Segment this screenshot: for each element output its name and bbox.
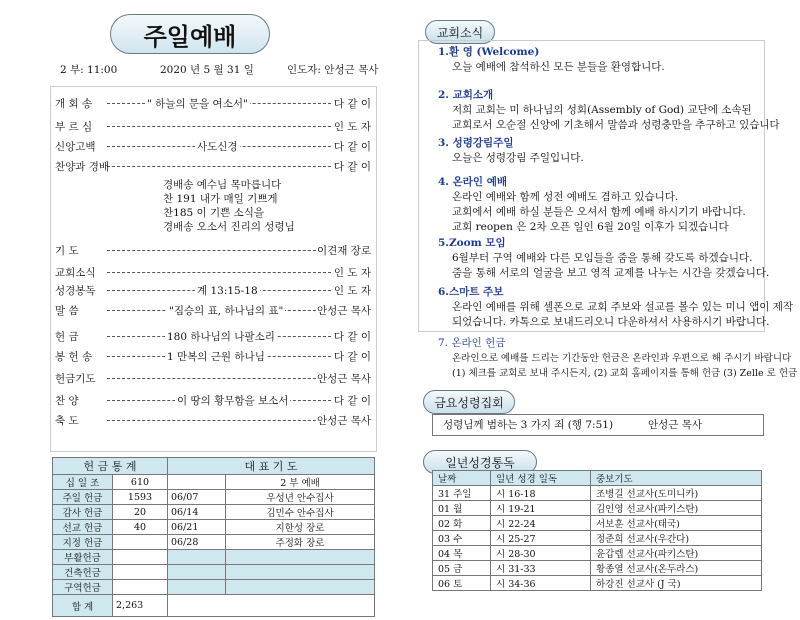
column-header: 일년 성경 일독 — [491, 471, 591, 486]
total-amount: 2,263 — [113, 595, 168, 617]
offering-amount — [113, 535, 168, 550]
offering-type: 감사 헌금 — [53, 505, 113, 520]
total-label: 합 계 — [53, 595, 113, 617]
order-item-label: 성경봉독 — [55, 285, 96, 297]
news-item-heading: 5.Zoom 모임 — [438, 237, 506, 249]
news-item-heading: 7. 온라인 헌금 — [438, 337, 506, 349]
order-item-label: 말 씀 — [55, 305, 79, 317]
news-item-text: 오늘은 성령강림 주일입니다. — [452, 152, 584, 164]
dashed-leader — [107, 166, 331, 167]
prayer-date — [168, 580, 226, 595]
order-item-label: 찬양과 경배 — [55, 161, 110, 173]
news-item-text: 온라인으로 예배를 드리는 기간동안 헌금은 온라인과 우편으로 해 주시기 바랍니다 — [452, 353, 792, 364]
order-item-label: 교회소식 — [55, 267, 96, 279]
order-item-leader: 다 같 이 — [333, 141, 371, 153]
order-item-leader: 안성근 목사 — [316, 415, 371, 427]
offering-table — [52, 457, 375, 617]
friday-preacher: 안성근 목사 — [648, 419, 703, 431]
offering-amount: 610 — [113, 475, 168, 490]
reading-date: 02 화 — [433, 516, 491, 531]
order-item-leader: 다 같 이 — [333, 395, 371, 407]
news-item-text: 줌을 통해 서로의 얼굴을 보고 영적 교제를 나누는 시간을 갖겠습니다. — [452, 267, 770, 279]
news-item — [438, 175, 746, 235]
prayer-missionary: 황종열 선교사(온두라스) — [591, 561, 762, 576]
reading-passage: 시 19-21 — [491, 501, 591, 516]
prayer-header: 대 표 기 도 — [168, 458, 375, 475]
table-row — [53, 475, 375, 490]
order-row — [55, 160, 373, 174]
order-item-label: 축 도 — [55, 415, 79, 427]
news-item-text: 교회에서 예배 하실 분들은 오셔서 함께 예배 하시기기 바랍니다. — [452, 206, 746, 218]
order-item-detail: 사도신경 — [197, 141, 238, 153]
order-item-label: 신앙고백 — [55, 141, 96, 153]
order-item-leader: 이견재 장로 — [316, 245, 371, 257]
order-item-leader: 다 같 이 — [333, 161, 371, 173]
news-item — [438, 88, 780, 133]
prayer-missionary: 조병길 선교사(도미니카) — [591, 486, 762, 501]
news-label: 교회소식 — [425, 20, 495, 44]
friday-sermon: 성령님께 범하는 3 가지 죄 (행 7:51) — [443, 419, 614, 431]
offering-amount — [113, 580, 168, 595]
order-item-label: 헌금기도 — [55, 373, 96, 385]
news-item-text: 저희 교회는 미 하나님의 성회(Assembly of God) 교단에 소속된 — [452, 104, 752, 116]
order-item-detail: 1 만복의 근원 하나님 — [167, 351, 265, 363]
table-header-row — [433, 471, 762, 486]
reading-passage: 시 16-18 — [491, 486, 591, 501]
hymn-item: 찬185 이 기쁜 소식을 — [163, 207, 265, 219]
offering-type: 주일 헌금 — [53, 490, 113, 505]
news-item — [438, 285, 793, 330]
prayer-date: 06/14 — [168, 505, 226, 520]
prayer-missionary: 윤갑렙 선교사(파키스탄) — [591, 546, 762, 561]
order-row — [55, 304, 373, 318]
order-row — [55, 330, 373, 344]
prayer-date — [168, 550, 226, 565]
reading-passage: 시 34-36 — [491, 576, 591, 591]
offering-type: 선교 헌금 — [53, 520, 113, 535]
order-item-label: 기 도 — [55, 245, 79, 257]
news-item-heading: 6.스마트 주보 — [438, 286, 504, 298]
service-leader: 인도자: 안성근 목사 — [287, 64, 379, 76]
dashed-leader — [107, 272, 331, 273]
news-item-text: 온라인 예배를 위해 셀폰으로 교회 주보와 설교를 볼수 있는 미니 앱이 제작 — [452, 301, 794, 313]
hymn-item: 찬 191 내가 매일 기쁘게 — [163, 193, 278, 205]
order-item-leader: 인 도 자 — [333, 121, 371, 133]
service-part: 2 부: 11:00 — [60, 64, 118, 76]
prayer-name: 지한성 장로 — [226, 520, 375, 535]
prayer-missionary: 김인영 선교사(파키스탄) — [591, 501, 762, 516]
order-item-leader: 안성근 목사 — [316, 373, 371, 385]
offering-type: 부활헌금 — [53, 550, 113, 565]
order-item-detail: 계 13:15-18 — [197, 285, 258, 297]
reading-date: 05 금 — [433, 561, 491, 576]
order-row — [55, 350, 373, 364]
prayer-name — [226, 580, 375, 595]
order-item-detail: 180 하나님의 나팔소리 — [167, 331, 275, 343]
order-item-leader: 안성근 목사 — [316, 305, 371, 317]
prayer-date — [168, 475, 226, 490]
order-item-leader: 다 같 이 — [333, 331, 371, 343]
dashed-leader — [107, 378, 331, 379]
order-item-leader: 다 같 이 — [333, 98, 371, 110]
table-row — [433, 501, 762, 516]
offering-type: 구역헌금 — [53, 580, 113, 595]
order-item-label: 봉 헌 송 — [55, 351, 93, 363]
order-row — [55, 266, 373, 280]
table-row — [53, 490, 375, 505]
news-item-text: (1) 체크를 교회로 보내 주시든지, (2) 교회 홈페이지를 통해 헌금 (3) Zelle 로 헌금 — [452, 368, 798, 379]
table-row — [53, 565, 375, 580]
offering-amount — [113, 550, 168, 565]
reading-passage: 시 31-33 — [491, 561, 591, 576]
friday-label: 금요성령집회 — [423, 390, 515, 414]
order-row — [55, 140, 373, 154]
order-item-detail: 이 땅의 황무함을 보소서 — [177, 395, 289, 407]
order-item-leader: 다 같 이 — [333, 351, 371, 363]
offering-amount — [113, 565, 168, 580]
prayer-name: 김민수 안수집사 — [226, 505, 375, 520]
yearly-reading-table — [432, 470, 762, 591]
table-row — [433, 486, 762, 501]
prayer-name: 2 부 예배 — [226, 475, 375, 490]
column-header: 날짜 — [433, 471, 491, 486]
hymn-item: 경배송 예수님 목마릅니다 — [163, 179, 282, 191]
order-row — [55, 244, 373, 258]
table-row — [53, 505, 375, 520]
prayer-date: 06/07 — [168, 490, 226, 505]
offering-amount: 20 — [113, 505, 168, 520]
prayer-name — [226, 565, 375, 580]
prayer-date: 06/21 — [168, 520, 226, 535]
prayer-date: 06/28 — [168, 535, 226, 550]
table-row — [433, 516, 762, 531]
offering-type: 십 일 조 — [53, 475, 113, 490]
order-row — [55, 120, 373, 134]
news-item — [438, 236, 769, 281]
news-item-heading: 2. 교회소개 — [438, 89, 494, 101]
offering-amount: 40 — [113, 520, 168, 535]
news-item-text: 오늘 예배에 참석하신 모든 분들을 환영합니다. — [452, 61, 665, 73]
offering-amount: 1593 — [113, 490, 168, 505]
order-item-leader: 인 도 자 — [333, 267, 371, 279]
table-row — [53, 535, 375, 550]
order-item-leader: 인 도 자 — [333, 285, 371, 297]
order-item-label: 헌 금 — [55, 331, 79, 343]
news-item-text: 6월부터 구역 예배와 다른 모임들을 줌을 통해 갖도록 하겠습니다. — [452, 252, 753, 264]
order-row — [55, 97, 373, 111]
page-title: 주일예배 — [110, 14, 270, 54]
news-item — [438, 136, 584, 166]
hymn-item: 경배송 오소서 진리의 성령님 — [163, 221, 295, 233]
yearly-label: 일년성경통독 — [423, 450, 537, 474]
offering-header: 헌 금 통 계 — [53, 458, 168, 475]
news-item-text: 교회로서 오순절 신앙에 기초해서 말씀과 성령충만을 추구하고 있습니다 — [452, 119, 780, 131]
friday-box — [432, 414, 764, 436]
reading-passage: 시 22-24 — [491, 516, 591, 531]
order-item-label: 찬 양 — [55, 395, 79, 407]
order-item-detail: " 하늘의 문을 여소서" — [147, 98, 248, 110]
news-item — [438, 45, 665, 75]
prayer-missionary: 하강진 선교사 (J 국) — [591, 576, 762, 591]
reading-date: 03 수 — [433, 531, 491, 546]
reading-passage: 시 28-30 — [491, 546, 591, 561]
dashed-leader — [107, 126, 331, 127]
prayer-date — [168, 565, 226, 580]
prayer-name: 주정화 장로 — [226, 535, 375, 550]
column-header: 중보기도 — [591, 471, 762, 486]
offering-type: 건축헌금 — [53, 565, 113, 580]
prayer-missionary: 서보훈 선교사(태국) — [591, 516, 762, 531]
prayer-name: 우성년 안수집사 — [226, 490, 375, 505]
reading-date: 06 토 — [433, 576, 491, 591]
news-item-heading: 1.환 영 (Welcome) — [438, 46, 540, 58]
reading-date: 31 주일 — [433, 486, 491, 501]
news-item-heading: 4. 온라인 예배 — [438, 176, 507, 188]
order-row — [55, 414, 373, 428]
news-item-heading: 3. 성령강림주일 — [438, 137, 514, 149]
news-item-text: 되었습니다. 카톡으로 보내드리오니 다운하셔서 사용하시기 바랍니다. — [452, 316, 770, 328]
table-row — [433, 531, 762, 546]
prayer-name — [226, 550, 375, 565]
service-date: 2020 년 5 월 31 일 — [160, 64, 254, 76]
table-row — [53, 580, 375, 595]
table-row — [433, 546, 762, 561]
table-row — [53, 595, 375, 617]
reading-date: 04 목 — [433, 546, 491, 561]
order-row — [55, 372, 373, 386]
dashed-leader — [107, 250, 331, 251]
table-row — [433, 561, 762, 576]
table-row — [53, 520, 375, 535]
news-item-text: 교회 reopen 은 2차 오픈 일인 6월 20일 이후가 되겠습니다 — [452, 221, 729, 233]
order-row — [55, 284, 373, 298]
reading-date: 01 월 — [433, 501, 491, 516]
reading-passage: 시 25-27 — [491, 531, 591, 546]
order-item-label: 개 회 송 — [55, 98, 93, 110]
order-row — [55, 394, 373, 408]
empty-cell — [168, 595, 375, 617]
news-item-text: 온라인 예배와 함께 성전 예배도 겸하고 있습니다. — [452, 191, 679, 203]
order-item-detail: "짐승의 표, 하나님의 표" — [169, 305, 284, 317]
table-row — [433, 576, 762, 591]
table-row — [53, 550, 375, 565]
dashed-leader — [107, 420, 331, 421]
order-item-label: 부 르 심 — [55, 121, 93, 133]
offering-type: 지정 헌금 — [53, 535, 113, 550]
prayer-missionary: 정준희 선교사(우간다) — [591, 531, 762, 546]
news-item — [438, 336, 797, 381]
